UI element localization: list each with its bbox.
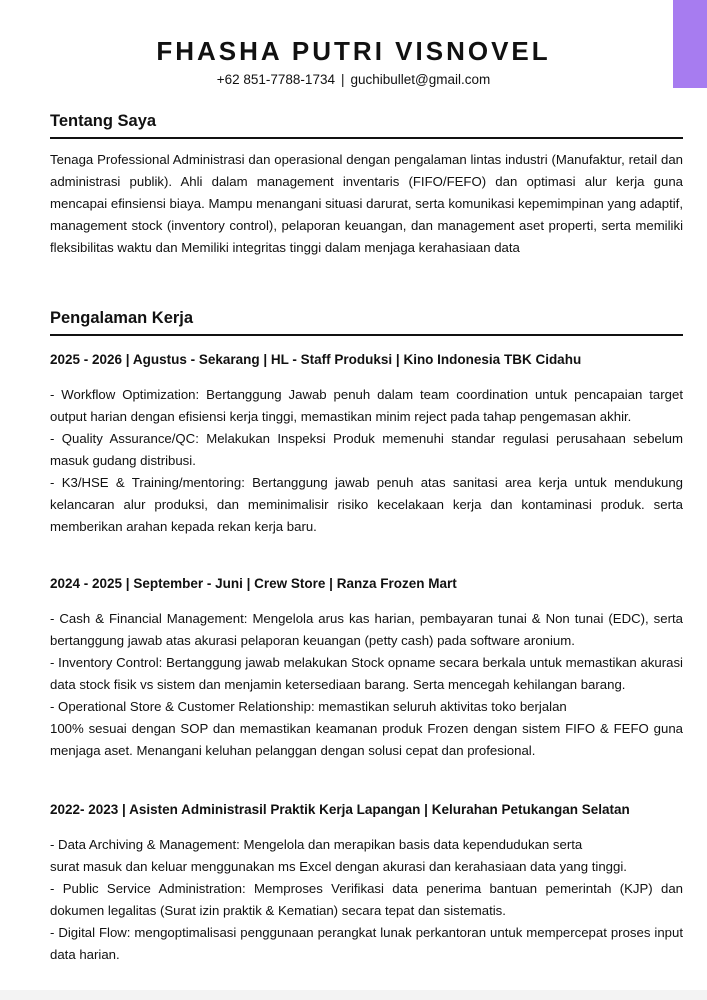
page-bottom-edge (0, 990, 707, 1000)
job-bullets-2 (50, 608, 683, 762)
list-item: - Workflow Optimization: Bertanggung Jawab penuh dalam team coordination untuk pencapaian target output harian dengan efisiensi kerja tinggi, memastikan minim reject pada tahap pengemasan akhir. (50, 387, 683, 424)
list-item: 100% sesuai dengan SOP dan memastikan keamanan produk Frozen dengan sistem FIFO & FEFO guna menjaga aset. Menangani keluhan pelanggan dengan solusi cepat dan profesional. (50, 721, 683, 758)
phone-number: +62 851-7788-1734 (216, 72, 335, 87)
email-address: guchibullet@gmail.com (350, 72, 491, 87)
list-item: surat masuk dan keluar menggunakan ms Excel dengan akurasi dan kerahasiaan data yang tinggi. (50, 859, 627, 874)
contact-line (0, 71, 707, 89)
resume-name: FHASHA PUTRI VISNOVEL (156, 36, 551, 66)
list-item: - Quality Assurance/QC: Melakukan Inspeksi Produk memenuhi standar regulasi perusahaan sebelum masuk gudang distribusi. (50, 431, 683, 468)
list-item: - Public Service Administration: Memproses Verifikasi data penerima bantuan pemerintah (KJP) dan dokumen legalitas (Surat izin praktik & Kematian) secara tepat dan sistematis. (50, 881, 683, 918)
section-title-about: Tentang Saya (50, 110, 683, 139)
list-item: - K3/HSE & Training/mentoring: Bertanggung jawab penuh atas sanitasi area kerja untuk mendukung kelancaran alur produksi, dan meminimalisir risiko kecelakaan kerja dan kontaminasi produk. serta memberikan arahan kepada rekan kerja baru. (50, 475, 683, 534)
section-title-experience: Pengalaman Kerja (50, 307, 683, 336)
list-item: - Operational Store & Customer Relationship: memastikan seluruh aktivitas toko berjalan (50, 699, 567, 714)
list-item: - Data Archiving & Management: Mengelola dan merapikan basis data kependudukan serta (50, 837, 583, 852)
about-text: Tenaga Professional Administrasi dan operasional dengan pengalaman lintas industri (Manufaktur, retail dan administrasi publik). Ahli dalam management inventaris (FIFO/FEFO) dan optimasi alur kerja guna mencapai efinsiensi biaya. Mampu menangani situasi darurat, serta komunikasi kepemimpinan yang adaptif, management stock (inventory control), pelaporan keuangan, dan management aset properti, serta memiliki fleksibilitas waktu dan Memiliki integritas tinggi dalam menjaga kerahasiaan data (50, 152, 683, 255)
job-heading-2: 2024 - 2025 | September - Juni | Crew Store | Ranza Frozen Mart (50, 576, 457, 591)
job-bullets-3 (50, 834, 683, 966)
job-heading-1: 2025 - 2026 | Agustus - Sekarang | HL - Staff Produksi | Kino Indonesia TBK Cidahu (50, 352, 582, 367)
list-item: - Inventory Control: Bertanggung jawab melakukan Stock opname secara berkala untuk memastikan akurasi data stock fisik vs sistem dan menjamin ketersediaan barang. Serta mencegah kehilangan barang. (50, 655, 683, 692)
list-item: - Digital Flow: mengoptimalisasi penggunaan perangkat lunak perkantoran untuk mempercepat proses input data harian. (50, 925, 683, 962)
job-heading-3: 2022- 2023 | Asisten Administrasil Praktik Kerja Lapangan | Kelurahan Petukangan Selatan (50, 802, 630, 817)
list-item: - Cash & Financial Management: Mengelola arus kas harian, pembayaran tunai & Non tunai (EDC), serta bertanggung jawab atas akurasi pelaporan keuangan (petty cash) pada software aronium. (50, 611, 683, 648)
contact-separator: | (340, 72, 345, 87)
job-bullets-1 (50, 384, 683, 538)
